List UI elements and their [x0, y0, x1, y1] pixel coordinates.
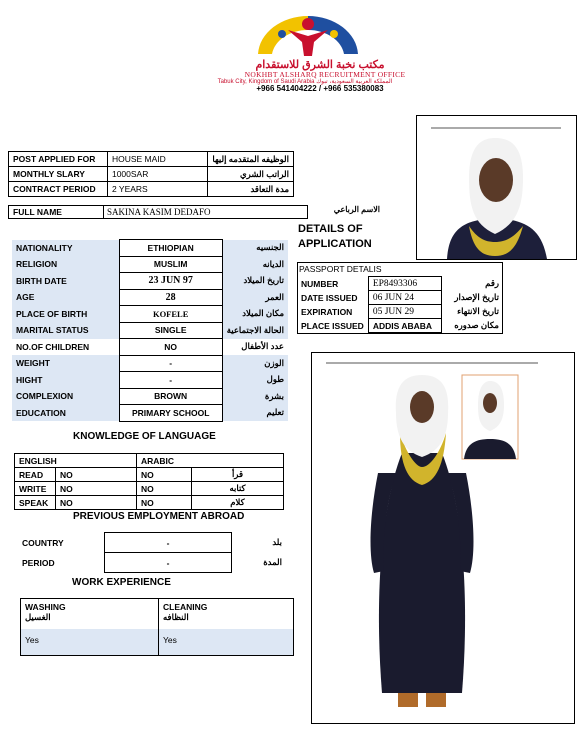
company-name-arabic: مكتب نخبة الشرق للاستقدام: [255, 59, 385, 71]
language-english: NO: [56, 482, 137, 496]
language-arabic: NO: [137, 482, 192, 496]
passport-label: EXPIRATION: [301, 306, 353, 317]
personal-row: [12, 339, 288, 356]
work-table: [20, 598, 294, 656]
portrait-photo: [416, 115, 577, 260]
full-body-image: [312, 353, 574, 723]
company-name-english: NOKHBT ALSHARQ RECRUITMENT OFFICE: [244, 70, 406, 79]
passport-label: PLACE ISSUED: [301, 320, 364, 331]
passport-label-ar: تاريخ الانتهاء: [457, 306, 499, 316]
personal-row: [12, 289, 288, 306]
location-english: Tabuk City, Kingdom of Saudi Arabia: [217, 79, 315, 85]
job-value: HOUSE MAID: [107, 152, 207, 167]
personal-value: 23 JUN 97: [119, 273, 222, 290]
passport-row: [297, 277, 503, 291]
company-logo: [252, 10, 364, 60]
personal-label: COMPLEXION: [12, 388, 119, 405]
job-value: 1000SAR: [107, 167, 207, 182]
previous-label: COUNTRY: [22, 537, 64, 548]
personal-table: [12, 239, 288, 422]
personal-label: HIGHT: [12, 372, 119, 389]
work-item-cleaning: [163, 599, 299, 655]
passport-table: [297, 276, 503, 333]
personal-row: [12, 240, 288, 257]
personal-label-ar: تعليم: [222, 405, 288, 422]
details-heading-line2: APPLICATION: [298, 238, 372, 250]
job-label: MONTHLY SLARY: [9, 167, 108, 182]
personal-row: [12, 405, 288, 422]
job-value: 2 YEARS: [107, 182, 207, 197]
full-body-photo: [311, 352, 575, 724]
language-english: NO: [56, 468, 137, 482]
personal-label-ar: بشرة: [222, 388, 288, 405]
language-col-arabic: ARABIC: [137, 454, 284, 468]
passport-title: PASSPORT DETALIS: [299, 264, 382, 274]
previous-value: -: [105, 533, 232, 553]
passport-label: NUMBER: [301, 278, 339, 289]
passport-row: [297, 319, 503, 333]
work-value: Yes: [163, 635, 177, 645]
passport-label-ar: تاريخ الإصدار: [454, 292, 499, 302]
personal-label-ar: طول: [222, 372, 288, 389]
language-label: WRITE: [15, 482, 56, 496]
language-row: [15, 468, 284, 482]
job-label: CONTRACT PERIOD: [9, 182, 108, 197]
details-heading: [298, 222, 408, 252]
previous-table: [18, 532, 286, 573]
personal-row: [12, 322, 288, 339]
work-label: WASHING: [25, 602, 66, 612]
personal-label: NATIONALITY: [12, 240, 119, 257]
personal-label: MARITAL STATUS: [12, 322, 119, 339]
job-label: POST APPLIED FOR: [9, 152, 108, 167]
language-english: NO: [56, 496, 137, 510]
personal-row: [12, 355, 288, 372]
work-label-ar: النظافه: [163, 612, 189, 622]
passport-value: 06 JUN 24: [368, 291, 441, 305]
details-heading-line1: DETAILS OF: [298, 223, 363, 235]
personal-value: SINGLE: [119, 322, 222, 339]
job-label-ar: مدة التعاقد: [208, 182, 294, 197]
full-name-label-ar: الاسم الرباعي: [333, 205, 380, 214]
personal-row: [12, 306, 288, 323]
location-arabic: المملكة العربية السعودية، تبوك: [316, 79, 393, 85]
work-item-washing: [25, 599, 161, 655]
personal-label-ar: الجنسيه: [222, 240, 288, 257]
personal-row: [12, 273, 288, 290]
passport-row: [297, 305, 503, 319]
portrait-image: [417, 116, 576, 259]
language-arabic: NO: [137, 496, 192, 510]
full-name-label: FULL NAME: [8, 205, 104, 219]
personal-value: KOFELE: [119, 306, 222, 323]
passport-value: 05 JUN 29: [368, 305, 441, 319]
job-label-ar: الوظيفه المتقدمه إليها: [208, 152, 294, 167]
personal-value: MUSLIM: [119, 256, 222, 273]
personal-value: PRIMARY SCHOOL: [119, 405, 222, 422]
personal-value: ETHIOPIAN: [119, 240, 222, 257]
personal-row: [12, 256, 288, 273]
previous-label-ar: بلد: [272, 537, 282, 547]
personal-value: -: [119, 355, 222, 372]
previous-row: [18, 533, 286, 553]
personal-label-ar: الوزن: [222, 355, 288, 372]
language-row: [15, 496, 284, 510]
personal-label: BIRTH DATE: [12, 273, 119, 290]
passport-value: ADDIS ABABA: [368, 319, 441, 333]
company-phones: +966 541404222 / +966 535380083: [256, 84, 384, 93]
work-label: CLEANING: [163, 602, 208, 612]
language-header-row: [15, 454, 284, 468]
passport-label: DATE ISSUED: [301, 292, 358, 303]
job-label-ar: الراتب الشري: [208, 167, 294, 182]
work-heading: WORK EXPERIENCE: [72, 577, 171, 588]
previous-value: -: [105, 553, 232, 573]
full-name-value: SAKINA KASIM DEDAFO: [103, 205, 308, 219]
personal-label: AGE: [12, 289, 119, 306]
language-label-ar: كلام: [192, 496, 284, 510]
work-value: Yes: [25, 635, 39, 645]
personal-label: RELIGION: [12, 256, 119, 273]
passport-value: EP8493306: [368, 277, 441, 291]
passport-label-ar: رقم: [485, 278, 499, 288]
personal-label-ar: عدد الأطفال: [222, 339, 288, 356]
passport-row: [297, 291, 503, 305]
personal-value: BROWN: [119, 388, 222, 405]
personal-label-ar: العمر: [222, 289, 288, 306]
language-heading: KNOWLEDGE OF LANGUAGE: [73, 431, 216, 442]
language-label-ar: قرأ: [192, 468, 284, 482]
language-arabic: NO: [137, 468, 192, 482]
previous-row: [18, 553, 286, 573]
language-row: [15, 482, 284, 496]
personal-label-ar: الديانه: [222, 256, 288, 273]
language-label: READ: [15, 468, 56, 482]
personal-value: 28: [119, 289, 222, 306]
previous-label-ar: المدة: [263, 557, 282, 567]
job-row: [9, 152, 294, 167]
personal-label: NO.OF CHILDREN: [12, 339, 119, 356]
language-label-ar: كتابه: [192, 482, 284, 496]
previous-heading: PREVIOUS EMPLOYMENT ABROAD: [73, 511, 245, 522]
job-row: [9, 182, 294, 197]
personal-row: [12, 388, 288, 405]
personal-label-ar: مكان الميلاد: [222, 306, 288, 323]
job-table: [8, 151, 294, 197]
personal-label-ar: تاريخ الميلاد: [222, 273, 288, 290]
passport-label-ar: مكان صدوره: [454, 320, 499, 330]
job-row: [9, 167, 294, 182]
language-label: SPEAK: [15, 496, 56, 510]
language-table: [14, 453, 284, 510]
language-col-english: ENGLISH: [15, 454, 137, 468]
personal-value: -: [119, 372, 222, 389]
personal-label: PLACE OF BIRTH: [12, 306, 119, 323]
personal-label: WEIGHT: [12, 355, 119, 372]
personal-label-ar: الحالة الاجتماعية: [222, 322, 288, 339]
work-label-ar: الغسيل: [25, 612, 51, 622]
personal-row: [12, 372, 288, 389]
previous-label: PERIOD: [22, 557, 55, 568]
personal-value: NO: [119, 339, 222, 356]
personal-label: EDUCATION: [12, 405, 119, 422]
